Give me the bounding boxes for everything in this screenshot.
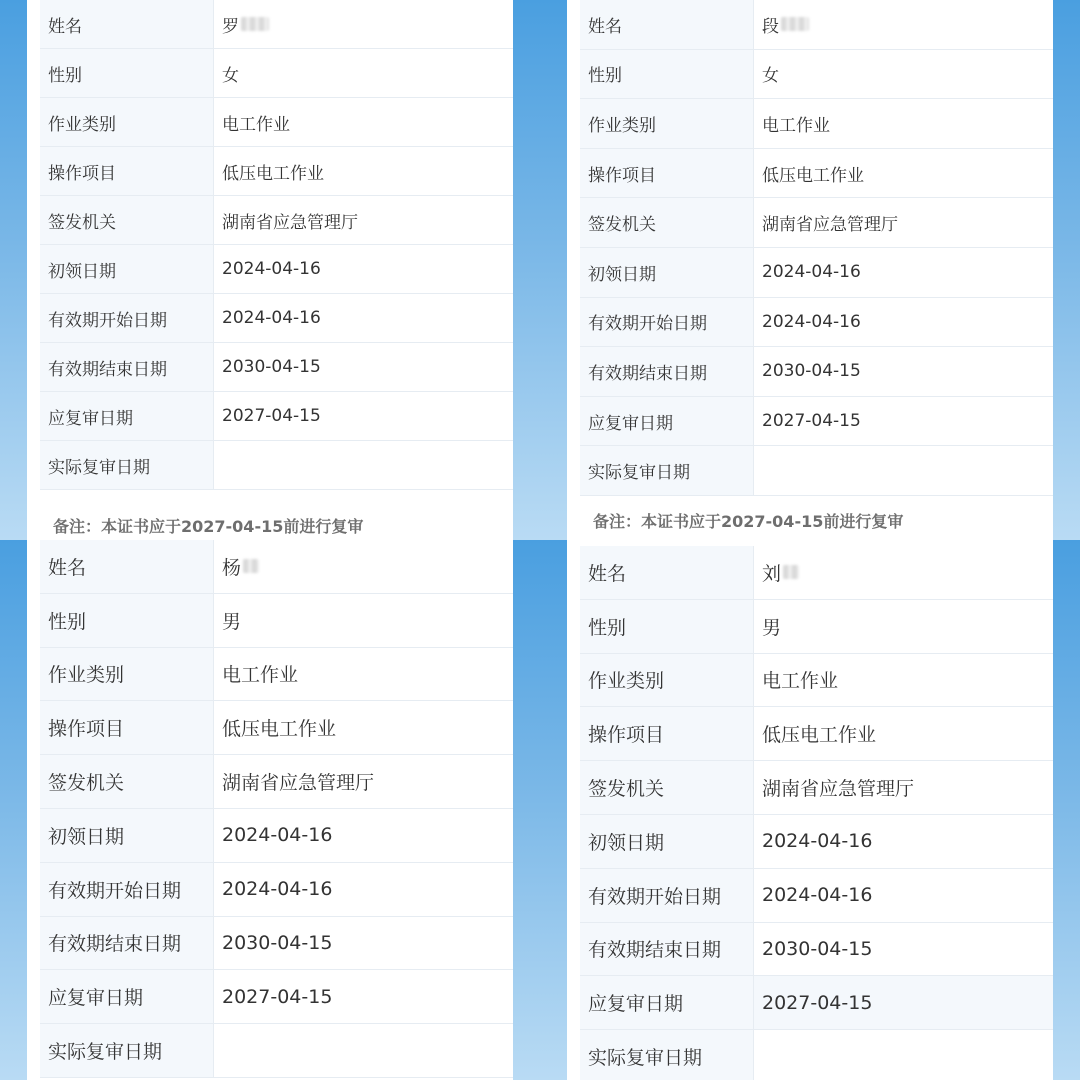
redacted-name-mask: [783, 565, 799, 579]
field-label: 初领日期: [580, 248, 754, 297]
field-label: 姓名: [580, 546, 754, 599]
field-label: 实际复审日期: [40, 441, 214, 489]
certificate-panel-2: [540, 0, 1080, 540]
field-value-work-category: 电工作业: [214, 648, 513, 701]
field-label: 实际复审日期: [40, 1024, 214, 1077]
review-note: 备注：本证书应于2027-04-15前进行复审: [593, 512, 904, 531]
certificate-card: [567, 0, 1053, 540]
certificate-table: [580, 546, 1053, 1080]
table-row-name: [580, 546, 1053, 600]
field-value-valid-end: 2030-04-15: [754, 923, 1053, 976]
field-label: 初领日期: [40, 809, 214, 862]
table-row-gender: [580, 600, 1053, 654]
table-row-valid-start: [580, 298, 1053, 348]
table-row-work-category: [580, 99, 1053, 149]
field-value-actual-review: [754, 446, 1053, 495]
field-value-gender: 女: [214, 49, 513, 97]
field-label: 有效期结束日期: [580, 347, 754, 396]
field-label: 操作项目: [40, 147, 214, 195]
review-note: 备注：本证书应于2027-04-15前进行复审: [53, 517, 364, 536]
table-row-first-issue-date: [580, 815, 1053, 869]
field-value-gender: 女: [754, 50, 1053, 99]
field-value-actual-review: [214, 441, 513, 489]
field-value-valid-end: 2030-04-15: [754, 347, 1053, 396]
field-label: 有效期开始日期: [580, 869, 754, 922]
field-value-valid-start: 2024-04-16: [214, 294, 513, 342]
field-label: 初领日期: [580, 815, 754, 868]
table-row-issuer: [40, 196, 513, 245]
table-row-review-due: [40, 970, 513, 1024]
certificate-panel-1: [0, 0, 540, 540]
field-value-valid-end: 2030-04-15: [214, 917, 513, 970]
field-label: 姓名: [40, 0, 214, 48]
table-row-valid-start: [40, 294, 513, 343]
field-value-work-category: 电工作业: [754, 654, 1053, 707]
field-label: 应复审日期: [40, 392, 214, 440]
table-row-gender: [40, 49, 513, 98]
table-row-review-due: [580, 976, 1053, 1030]
field-value-actual-review: [214, 1024, 513, 1077]
table-row-valid-start: [580, 869, 1053, 923]
field-label: 姓名: [40, 540, 214, 593]
field-label: 作业类别: [580, 654, 754, 707]
table-row-name: [580, 0, 1053, 50]
field-value-valid-start: 2024-04-16: [754, 869, 1053, 922]
field-value-first-issue-date: 2024-04-16: [754, 815, 1053, 868]
redacted-name-mask: [781, 17, 809, 31]
field-label: 操作项目: [580, 149, 754, 198]
field-value-name: 段: [754, 0, 1053, 49]
field-label: 实际复审日期: [580, 446, 754, 495]
field-value-work-category: 电工作业: [214, 98, 513, 146]
field-value-review-due: 2027-04-15: [754, 976, 1053, 1029]
table-row-valid-end: [40, 917, 513, 971]
field-value-first-issue-date: 2024-04-16: [214, 809, 513, 862]
redacted-name-mask: [241, 17, 269, 31]
table-row-first-issue-date: [40, 245, 513, 294]
field-value-issuer: 湖南省应急管理厅: [754, 761, 1053, 814]
table-row-name: [40, 540, 513, 594]
table-row-actual-review: [40, 1024, 513, 1078]
table-row-review-due: [580, 397, 1053, 447]
field-label: 签发机关: [580, 761, 754, 814]
field-value-review-due: 2027-04-15: [754, 397, 1053, 446]
table-row-valid-end: [580, 347, 1053, 397]
table-row-operation-item: [580, 149, 1053, 199]
certificate-card: [27, 0, 513, 540]
table-row-valid-start: [40, 863, 513, 917]
table-row-gender: [40, 594, 513, 648]
field-value-name: 罗: [214, 0, 513, 48]
table-row-issuer: [580, 198, 1053, 248]
table-row-name: [40, 0, 513, 49]
field-label: 应复审日期: [580, 397, 754, 446]
certificate-table: [40, 0, 513, 490]
table-row-issuer: [580, 761, 1053, 815]
table-row-work-category: [40, 98, 513, 147]
table-row-operation-item: [40, 701, 513, 755]
certificate-table: [580, 0, 1053, 496]
redacted-name-mask: [243, 559, 259, 573]
field-label: 有效期开始日期: [40, 863, 214, 916]
field-value-gender: 男: [754, 600, 1053, 653]
field-value-name: 刘: [754, 546, 1053, 599]
table-row-review-due: [40, 392, 513, 441]
field-value-first-issue-date: 2024-04-16: [214, 245, 513, 293]
certificate-panel-4: [540, 540, 1080, 1080]
certificate-panel-3: [0, 540, 540, 1080]
field-value-valid-start: 2024-04-16: [754, 298, 1053, 347]
table-row-valid-end: [580, 923, 1053, 977]
field-label: 作业类别: [580, 99, 754, 148]
field-value-gender: 男: [214, 594, 513, 647]
field-label: 有效期结束日期: [40, 917, 214, 970]
field-label: 性别: [580, 600, 754, 653]
field-value-review-due: 2027-04-15: [214, 970, 513, 1023]
certificate-card: [27, 540, 513, 1080]
field-value-work-category: 电工作业: [754, 99, 1053, 148]
field-label: 应复审日期: [40, 970, 214, 1023]
field-value-actual-review: [754, 1030, 1053, 1080]
field-value-operation-item: 低压电工作业: [214, 701, 513, 754]
field-value-valid-start: 2024-04-16: [214, 863, 513, 916]
table-row-actual-review: [580, 446, 1053, 496]
table-row-operation-item: [580, 707, 1053, 761]
field-label: 作业类别: [40, 648, 214, 701]
field-value-review-due: 2027-04-15: [214, 392, 513, 440]
field-label: 性别: [40, 49, 214, 97]
field-label: 操作项目: [580, 707, 754, 760]
table-row-work-category: [580, 654, 1053, 708]
field-value-name: 杨: [214, 540, 513, 593]
field-value-issuer: 湖南省应急管理厅: [214, 755, 513, 808]
field-value-operation-item: 低压电工作业: [754, 707, 1053, 760]
table-row-work-category: [40, 648, 513, 702]
field-value-first-issue-date: 2024-04-16: [754, 248, 1053, 297]
certificate-card: [567, 540, 1053, 1080]
table-row-operation-item: [40, 147, 513, 196]
field-label: 签发机关: [40, 755, 214, 808]
table-row-gender: [580, 50, 1053, 100]
field-value-issuer: 湖南省应急管理厅: [754, 198, 1053, 247]
field-label: 初领日期: [40, 245, 214, 293]
field-label: 有效期开始日期: [40, 294, 214, 342]
field-label: 作业类别: [40, 98, 214, 146]
field-label: 性别: [580, 50, 754, 99]
field-label: 姓名: [580, 0, 754, 49]
field-value-operation-item: 低压电工作业: [214, 147, 513, 195]
field-label: 有效期结束日期: [580, 923, 754, 976]
table-row-issuer: [40, 755, 513, 809]
table-row-valid-end: [40, 343, 513, 392]
field-label: 签发机关: [40, 196, 214, 244]
field-value-valid-end: 2030-04-15: [214, 343, 513, 391]
table-row-actual-review: [40, 441, 513, 490]
field-value-operation-item: 低压电工作业: [754, 149, 1053, 198]
field-label: 有效期结束日期: [40, 343, 214, 391]
field-label: 性别: [40, 594, 214, 647]
certificate-table: [40, 540, 513, 1078]
field-label: 操作项目: [40, 701, 214, 754]
table-row-first-issue-date: [580, 248, 1053, 298]
table-row-first-issue-date: [40, 809, 513, 863]
table-row-actual-review: [580, 1030, 1053, 1080]
field-value-issuer: 湖南省应急管理厅: [214, 196, 513, 244]
field-label: 应复审日期: [580, 976, 754, 1029]
field-label: 实际复审日期: [580, 1030, 754, 1080]
field-label: 有效期开始日期: [580, 298, 754, 347]
field-label: 签发机关: [580, 198, 754, 247]
